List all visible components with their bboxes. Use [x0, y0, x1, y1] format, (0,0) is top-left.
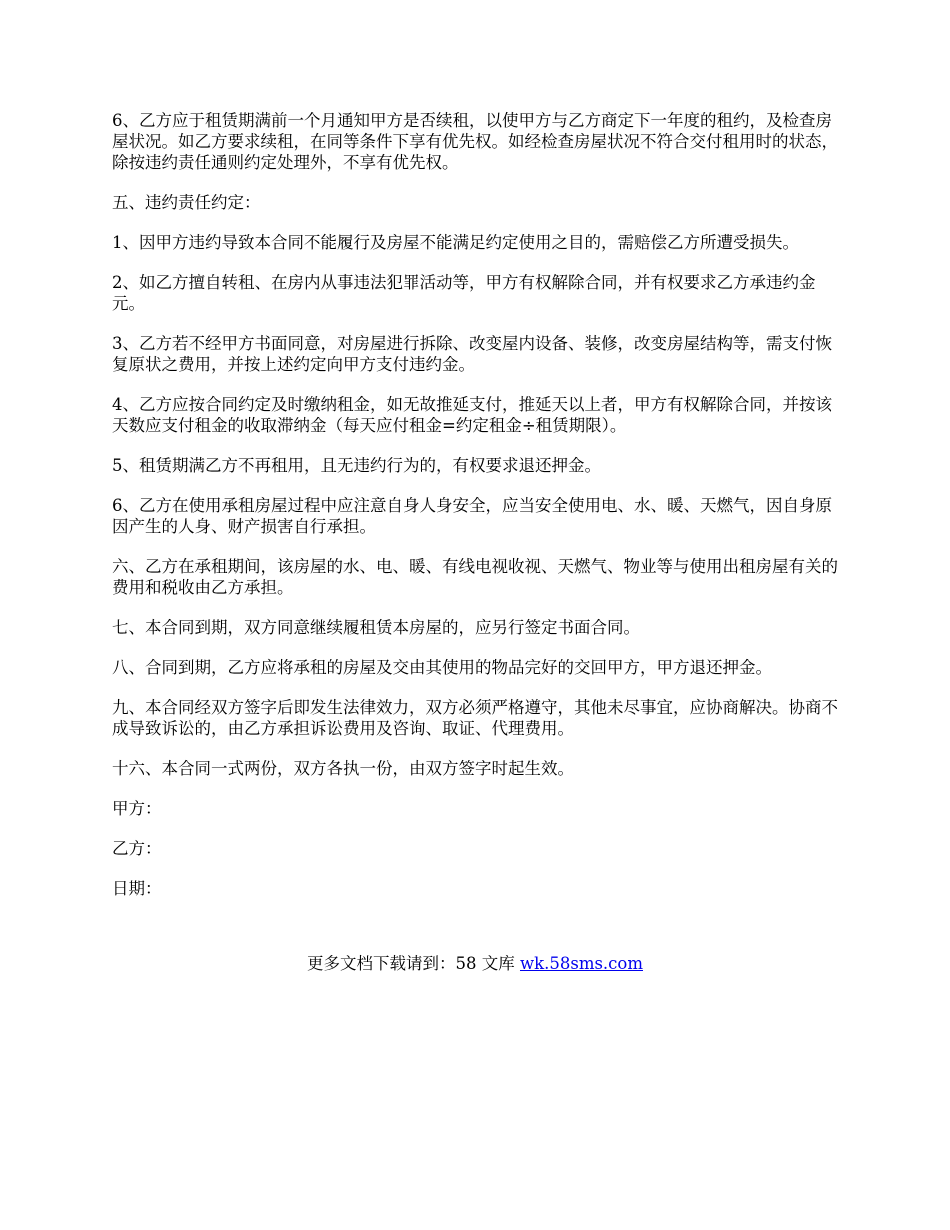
signature-party-b: 乙方：	[112, 839, 162, 858]
section-six-fees: 六、乙方在承租期间，该房屋的水、电、暖、有线电视收视、天燃气、物业等与使用出租房屋有关的费用和税收由乙方承担。	[112, 557, 838, 597]
footer-download-note	[0, 953, 950, 975]
section-eight-return: 八、合同到期，乙方应将承租的房屋及交由其使用的物品完好的交回甲方，甲方退还押金。	[112, 658, 772, 677]
footer-link[interactable]: wk.58sms.com	[519, 954, 643, 973]
document-body	[112, 110, 840, 918]
clause-breach-1: 1、因甲方违约导致本合同不能履行及房屋不能满足约定使用之目的，需赔偿乙方所遭受损失。	[112, 233, 799, 252]
clause-breach-6: 6、乙方在使用承租房屋过程中应注意自身人身安全，应当安全使用电、水、暖、天燃气，因自身原因产生的人身、财产损害自行承担。	[112, 496, 832, 536]
signature-party-a: 甲方：	[112, 799, 162, 818]
clause-breach-3: 3、乙方若不经甲方书面同意，对房屋进行拆除、改变屋内设备、装修，改变房屋结构等，需支付恢复原状之费用，并按上述约定向甲方支付违约金。	[112, 334, 832, 374]
section-heading-breach: 五、违约责任约定：	[112, 193, 261, 212]
clause-breach-2: 2、如乙方擅自转租、在房内从事违法犯罪活动等，甲方有权解除合同，并有权要求乙方承违约金元。	[112, 273, 816, 313]
clause-breach-5: 5、租赁期满乙方不再租用，且无违约行为的，有权要求退还押金。	[112, 456, 601, 475]
signature-date: 日期：	[112, 879, 162, 898]
clause-renewal-notice: 6、乙方应于租赁期满前一个月通知甲方是否续租，以使甲方与乙方商定下一年度的租约，及检查房屋状况。如乙方要求续租，在同等条件下享有优先权。如经检查房屋状况不符合交付租用时的状态，除按违约责任通则约定处理外，不享有优先权。	[112, 111, 838, 172]
section-sixteen-copies: 十六、本合同一式两份，双方各执一份，由双方签字时起生效。	[112, 759, 574, 778]
clause-breach-4: 4、乙方应按合同约定及时缴纳租金，如无故推延支付，推延天以上者，甲方有权解除合同，并按该天数应支付租金的收取滞纳金（每天应付租金=约定租金÷租赁期限）。	[112, 395, 832, 435]
section-nine-validity: 九、本合同经双方签字后即发生法律效力，双方必须严格遵守，其他未尽事宜，应协商解决。协商不成导致诉讼的，由乙方承担诉讼费用及咨询、取证、代理费用。	[112, 698, 838, 738]
footer-text: 更多文档下载请到：58 文库	[306, 954, 520, 973]
section-seven-renewal: 七、本合同到期，双方同意继续履租赁本房屋的，应另行签定书面合同。	[112, 618, 640, 637]
